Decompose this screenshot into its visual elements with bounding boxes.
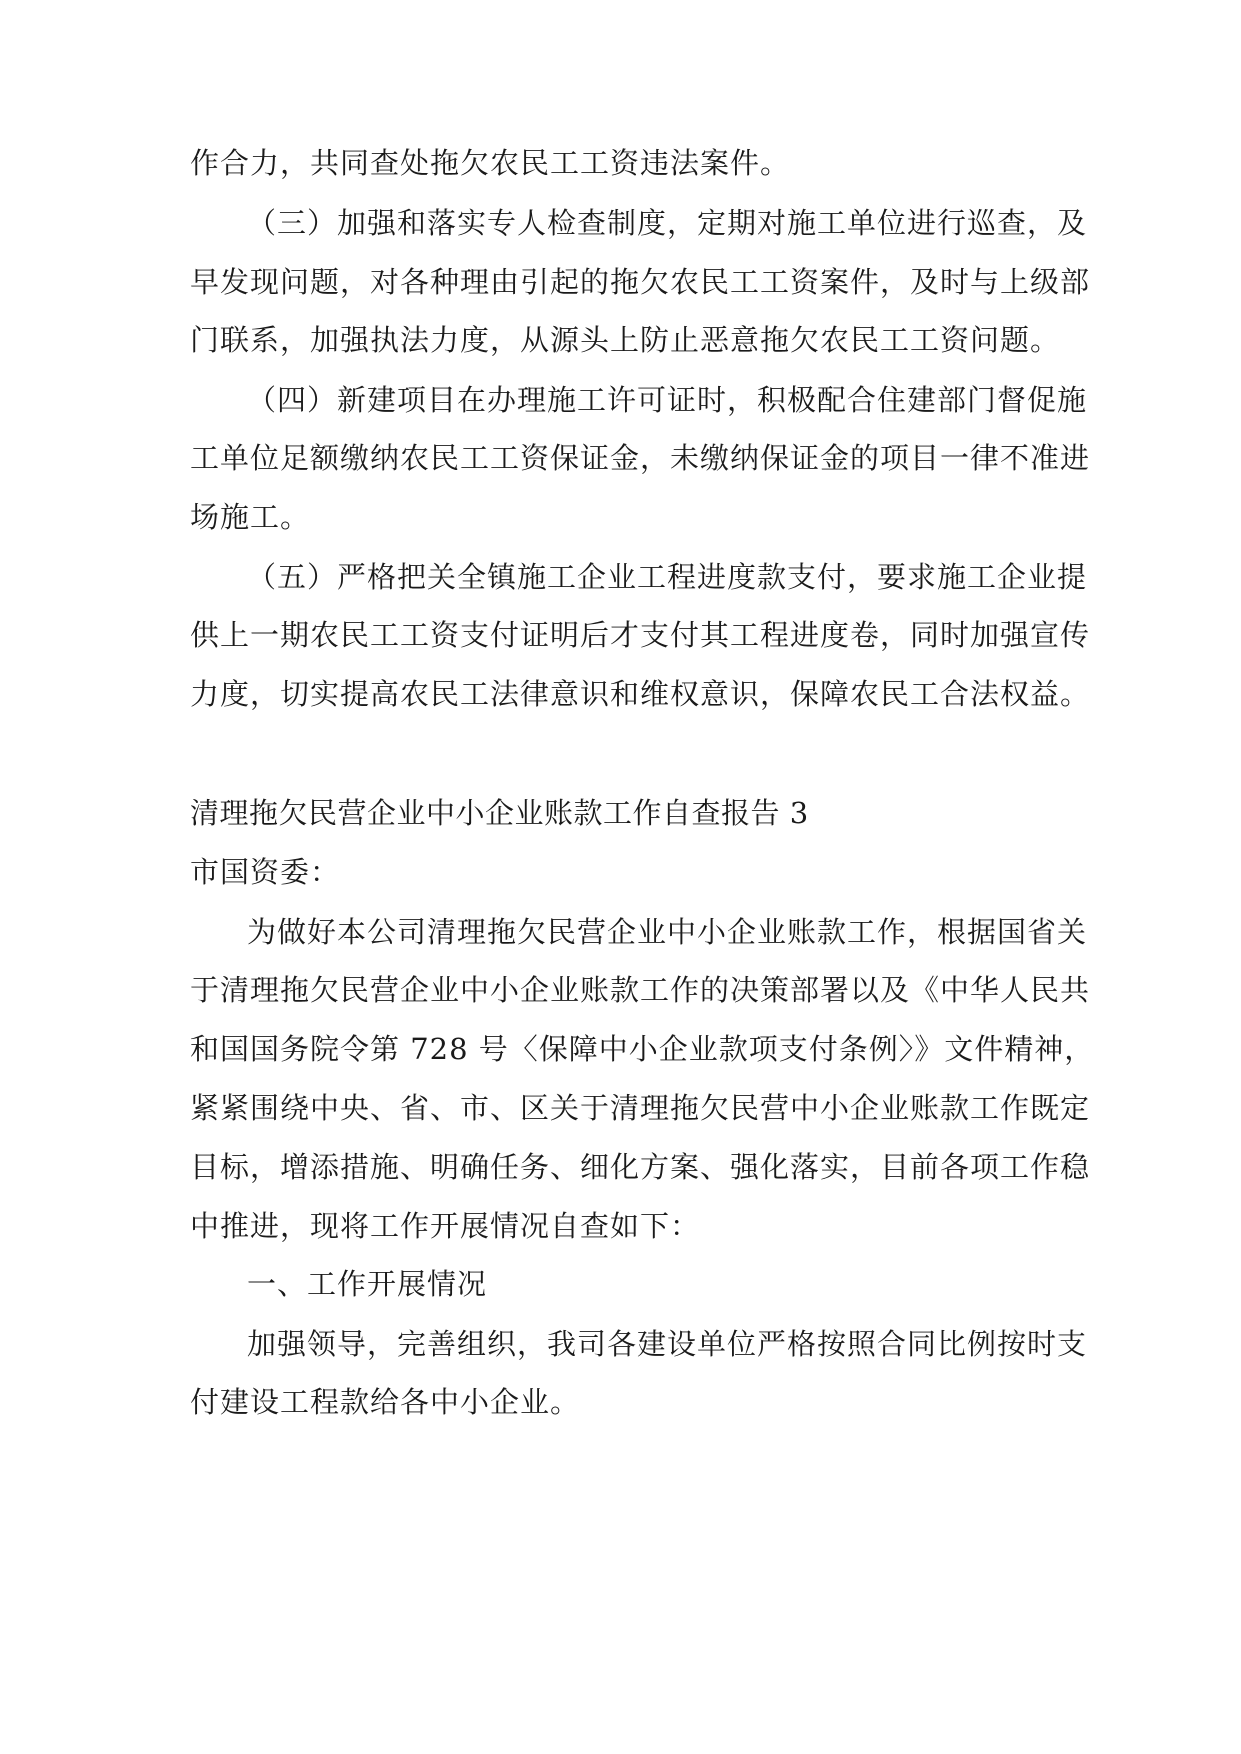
paragraph-5-line-1: （五）严格把关全镇施工企业工程进度款支付，要求施工企业提 xyxy=(247,560,1088,594)
paragraph-5-line-2: 供上一期农民工工资支付证明后才支付其工程进度卷，同时加强宣传 xyxy=(190,618,1091,652)
section-heading-1: 一、工作开展情况 xyxy=(247,1267,488,1301)
paragraph-3-line-2: 早发现问题，对各种理由引起的拖欠农民工工资案件，及时与上级部 xyxy=(190,265,1091,299)
report-paragraph-1-line-4: 紧紧围绕中央、省、市、区关于清理拖欠民营中小企业账款工作既定 xyxy=(190,1091,1091,1125)
paragraph-4-line-3: 场施工。 xyxy=(190,500,311,534)
report-paragraph-1-line-1: 为做好本公司清理拖欠民营企业中小企业账款工作，根据国省关 xyxy=(247,915,1088,949)
report-paragraph-2-line-1: 加强领导，完善组织，我司各建设单位严格按照合同比例按时支 xyxy=(247,1327,1088,1361)
paragraph-3-line-3: 门联系，加强执法力度，从源头上防止恶意拖欠农民工工资问题。 xyxy=(190,323,1061,357)
paragraph-4-line-1: （四）新建项目在办理施工许可证时，积极配合住建部门督促施 xyxy=(247,383,1088,417)
paragraph-3-line-1: （三）加强和落实专人检查制度，定期对施工单位进行巡查，及 xyxy=(247,206,1088,240)
report-paragraph-2-line-2: 付建设工程款给各中小企业。 xyxy=(190,1385,581,1419)
report-title: 清理拖欠民营企业中小企业账款工作自查报告 3 xyxy=(190,796,809,830)
report-salutation: 市国资委： xyxy=(190,855,341,889)
report-paragraph-1-line-6: 中推进，现将工作开展情况自查如下： xyxy=(190,1209,701,1243)
paragraph-4-line-2: 工单位足额缴纳农民工工资保证金，未缴纳保证金的项目一律不准进 xyxy=(190,441,1091,475)
report-paragraph-1-line-2: 于清理拖欠民营企业中小企业账款工作的决策部署以及《中华人民共 xyxy=(190,973,1091,1007)
report-paragraph-1-line-3: 和国国务院令第 728 号〈保障中小企业款项支付条例〉》文件精神， xyxy=(190,1032,1095,1066)
paragraph-5-line-3: 力度，切实提高农民工法律意识和维权意识，保障农民工合法权益。 xyxy=(190,677,1091,711)
text-line: 作合力，共同查处拖欠农民工工资违法案件。 xyxy=(190,146,791,180)
report-paragraph-1-line-5: 目标，增添措施、明确任务、细化方案、强化落实，目前各项工作稳 xyxy=(190,1150,1091,1184)
